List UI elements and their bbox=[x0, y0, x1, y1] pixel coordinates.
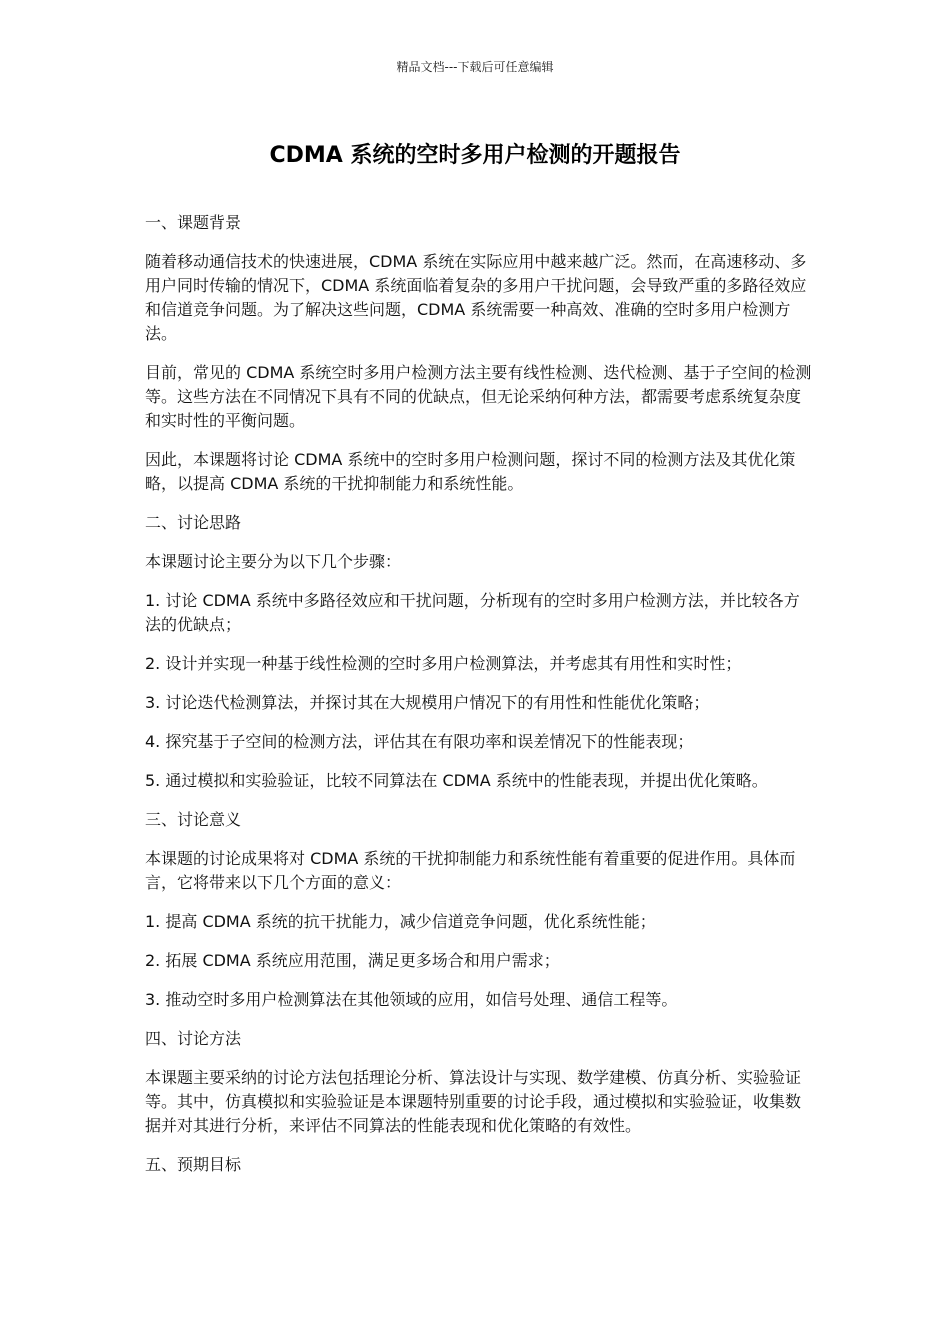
paragraph: 随着移动通信技术的快速进展，CDMA 系统在实际应用中越来越广泛。然而，在高速移动、多用户同时传输的情况下，CDMA 系统面临着复杂的多用户干扰问题，会导致严重的多路径效应和信道竞争问题。为了解决这些问题，CDMA 系统需要一种高效、准确的空时多用户检测方法。 bbox=[145, 252, 807, 343]
list-item: 1. 提高 CDMA 系统的抗干扰能力，减少信道竞争问题，优化系统性能； bbox=[145, 912, 656, 931]
list-item: 3. 讨论迭代检测算法，并探讨其在大规模用户情况下的有用性和性能优化策略； bbox=[145, 693, 710, 712]
paragraph: 本课题主要采纳的讨论方法包括理论分析、算法设计与实现、数学建模、仿真分析、实验验证等。其中，仿真模拟和实验验证是本课题特别重要的讨论手段，通过模拟和实验验证，收集数据并对其进行分析，来评估不同算法的性能表现和优化策略的有效性。 bbox=[145, 1068, 802, 1135]
section-heading: 一、课题背景 bbox=[145, 213, 242, 232]
list-item: 1. 讨论 CDMA 系统中多路径效应和干扰问题，分析现有的空时多用户检测方法，并比较各方法的优缺点； bbox=[145, 591, 800, 634]
section-heading: 三、讨论意义 bbox=[145, 810, 242, 829]
list-item: 5. 通过模拟和实验验证，比较不同算法在 CDMA 系统中的性能表现，并提出优化策略。 bbox=[145, 771, 768, 790]
section-heading: 二、讨论思路 bbox=[145, 513, 242, 532]
list-item: 2. 拓展 CDMA 系统应用范围，满足更多场合和用户需求； bbox=[145, 951, 560, 970]
paragraph: 本课题的讨论成果将对 CDMA 系统的干扰抑制能力和系统性能有着重要的促进作用。具体而言，它将带来以下几个方面的意义： bbox=[145, 849, 796, 892]
paragraph: 因此，本课题将讨论 CDMA 系统中的空时多用户检测问题，探讨不同的检测方法及其优化策略，以提高 CDMA 系统的干扰抑制能力和系统性能。 bbox=[145, 450, 796, 493]
paragraph: 目前，常见的 CDMA 系统空时多用户检测方法主要有线性检测、迭代检测、基于子空间的检测等。这些方法在不同情况下具有不同的优缺点，但无论采纳何种方法，都需要考虑系统复杂度和实时性的平衡问题。 bbox=[145, 363, 812, 430]
document-title: CDMA 系统的空时多用户检测的开题报告 bbox=[269, 143, 681, 168]
header-note: 精品文档---下载后可任意编辑 bbox=[396, 60, 554, 74]
list-item: 4. 探究基于子空间的检测方法，评估其在有限功率和误差情况下的性能表现； bbox=[145, 732, 694, 751]
document-body bbox=[145, 211, 815, 1192]
paragraph: 本课题讨论主要分为以下几个步骤： bbox=[145, 552, 402, 571]
section-heading: 四、讨论方法 bbox=[145, 1029, 242, 1048]
section-heading: 五、预期目标 bbox=[145, 1155, 242, 1174]
list-item: 3. 推动空时多用户检测算法在其他领域的应用，如信号处理、通信工程等。 bbox=[145, 990, 678, 1009]
list-item: 2. 设计并实现一种基于线性检测的空时多用户检测算法，并考虑其有用性和实时性； bbox=[145, 654, 742, 673]
